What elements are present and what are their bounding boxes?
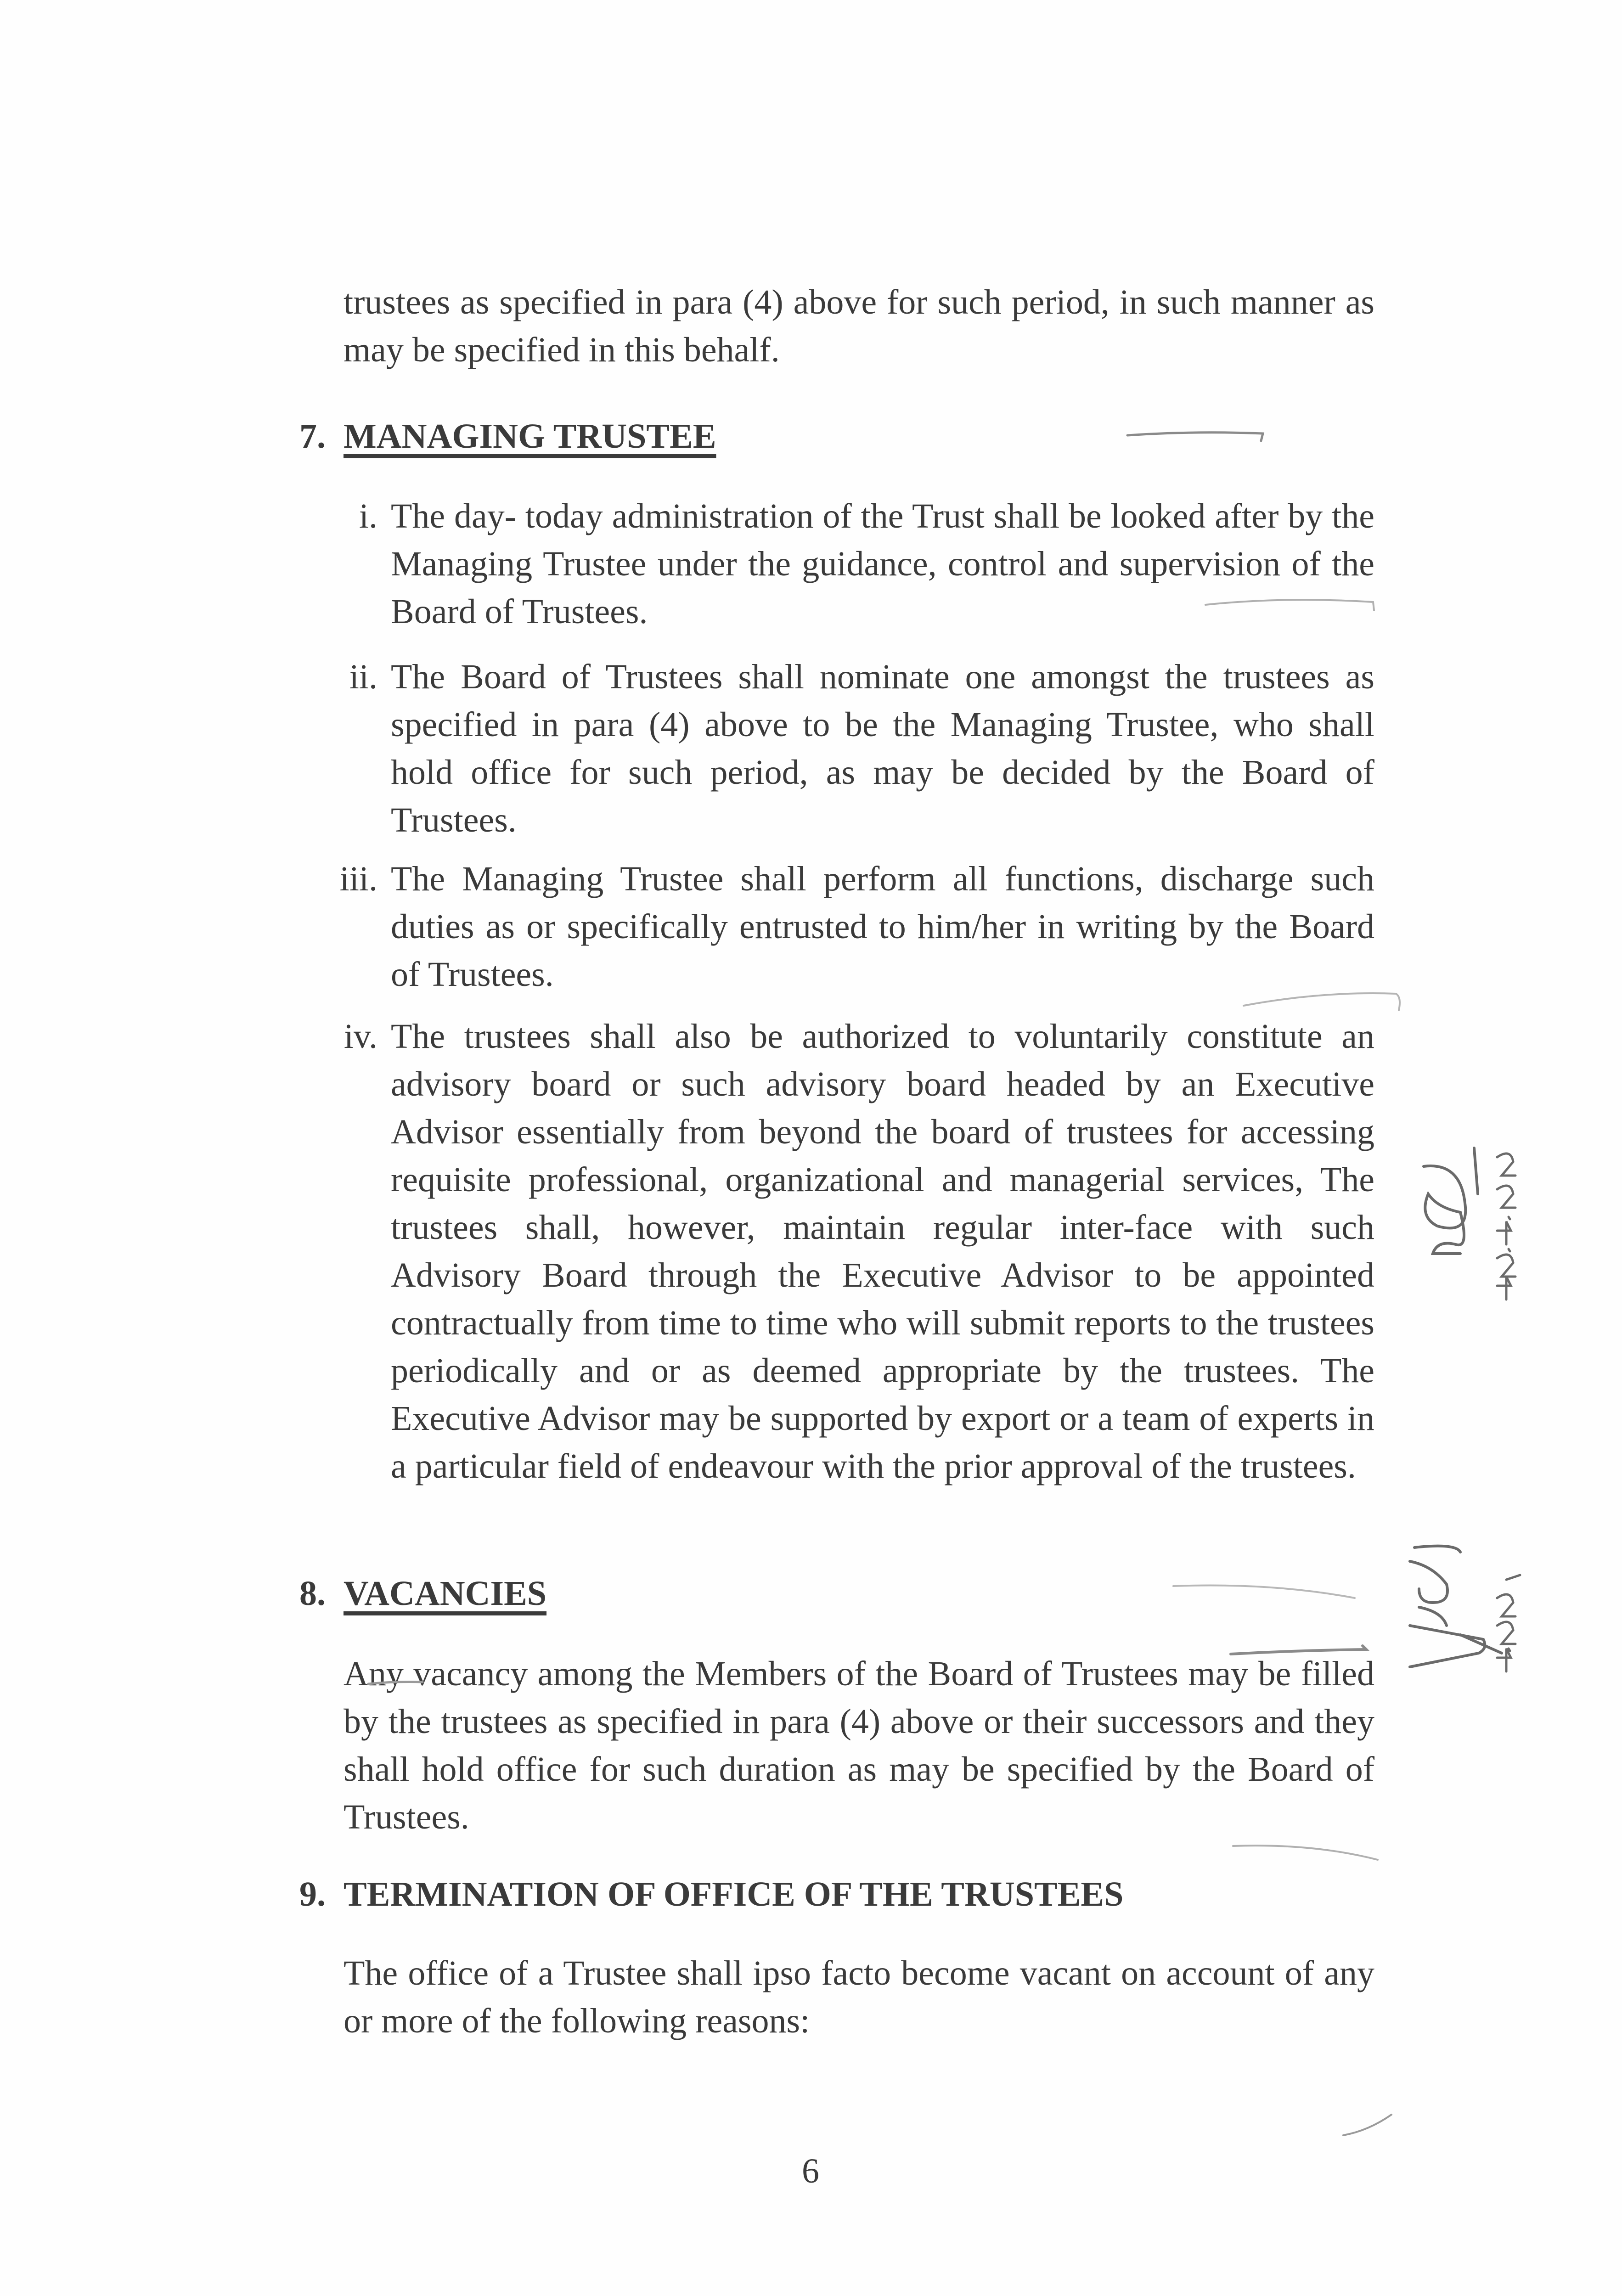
section-7-heading [299,412,716,460]
intro-paragraph: trustees as specified in para (4) above for such period, in such manner as may be specified in this behalf. [344,283,1374,369]
termination-paragraph: The office of a Trustee shall ipso facto become vacant on account of any or more of the following reasons: [344,1954,1374,2040]
list-item-text: The day- today administration of the Trust shall be looked after by the Managing Trustee under the guidance, control and supervision of the Board of Trustees. [391,497,1374,631]
pen-tick-mark [1231,1841,1387,1864]
signature-sonali-icon [1391,1134,1584,1722]
pen-underline-mark [1228,1644,1375,1662]
page-number: 6 [802,2152,819,2190]
vacancies-paragraph: Any vacancy among the Members of the Board of Trustees may be filled by the trustees as specified in para (4) above or their successors and they shall hold office for such duration as may be specified by the Board of Trustees. [344,1654,1374,1836]
section-title: MANAGING TRUSTEE [344,417,716,456]
section-title: TERMINATION OF OFFICE OF THE TRUSTEES [344,1875,1124,1913]
section-9-heading [299,1870,1123,1918]
section-8-heading [299,1570,546,1617]
pen-tick-mark [1341,2112,1396,2140]
pen-tick-mark [1125,427,1272,445]
pen-tick-mark [1203,595,1378,613]
section-number: 7. [299,417,326,456]
section-number: 8. [299,1574,326,1613]
section-number: 9. [299,1875,326,1913]
list-item-label: iv. [344,1017,377,1056]
pen-tick-mark [1171,1580,1364,1603]
list-item-text: The trustees shall also be authorized to voluntarily constitute an advisory board or such advisory board headed by an Executive Advisor essentially from beyond the board of trustees for accessing requisite professional, organizational and managerial services, The trustees shall, however, maintain regular inter-face with such Advisory Board through the Executive Advisor to be appointed contractually from time to time who will submit reports to the trustees periodically and or as deemed appropriate by the trustees. The Executive Advisor may be supported by export or a team of experts in a particular field of endeavour with the prior approval of the trustees. [391,1017,1374,1486]
pen-underline-mark [367,1678,432,1688]
list-item-text: The Board of Trustees shall nominate one amongst the trustees as specified in para (4) above to be the Managing Trustee, who shall hold office for such period, as may be decided by the Board of Trustees. [391,658,1374,839]
list-item-label: i. [359,497,377,535]
list-item-text: The Managing Trustee shall perform all functions, discharge such duties as or specifically entrusted to him/her in writing by the Board of Trustees. [391,860,1374,994]
section-title: VACANCIES [344,1574,547,1613]
list-item-label: iii. [339,860,377,898]
list-item-label: ii. [349,658,377,696]
pen-tick-mark [1240,987,1405,1015]
